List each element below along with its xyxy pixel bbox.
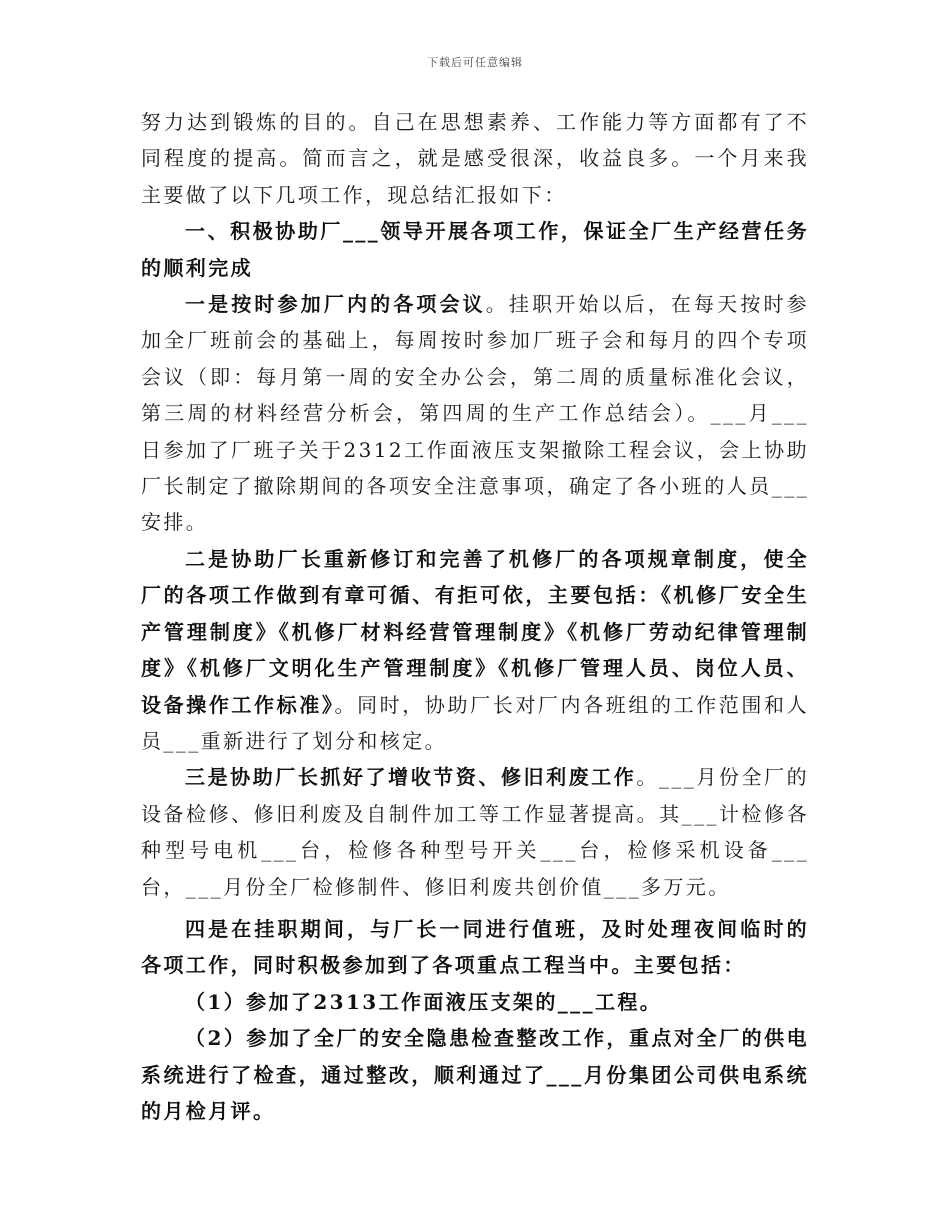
page-header: 下载后可任意编辑 <box>427 56 523 69</box>
list-item-1: （1）参加了2313工作面液压支架的___工程。 <box>185 989 663 1014</box>
paragraph-savings <box>141 759 809 905</box>
list-item-2: （2）参加了全厂的安全隐患检查整改工作，重点对全厂的供电系统进行了检查，通过整改，顺利通过了___月份集团公司供电系统的月检月评。 <box>141 1026 809 1123</box>
paragraph-savings-lead: 三是协助厂长抓好了增收节资、修旧利废工作 <box>185 765 637 790</box>
paragraph-meetings-lead: 一是按时参加厂内的各项会议 <box>185 292 486 317</box>
document-body <box>141 104 809 1129</box>
paragraph-meetings <box>141 286 809 541</box>
paragraph-savings-body: 。___月份全厂的设备检修、修旧利废及自制件加工等工作显著提高。其___计检修各种型号电机___台，检修各种型号开关___台，检修采机设备___台，___月份全厂检修制件、修旧利废共创价值___多万元。 <box>141 765 810 899</box>
paragraph-meetings-body: 。挂职开始以后，在每天按时参加全厂班前会的基础上，每周按时参加厂班子会和每月的四个专项会议（即：每月第一周的安全办公会，第二周的质量标准化会议，第三周的材料经营分析会，第四周的生产工作总结会）。___月___日参加了厂班子关于2312工作面液压支架撤除工程会议，会上协助厂长制定了撤除期间的各项安全注意事项，确定了各小班的人员___安排。 <box>141 292 809 535</box>
paragraph-regulations-body: 。同时，协助厂长对厂内各班组的工作范围和人员___重新进行了划分和核定。 <box>141 692 809 753</box>
section-heading-1: 一、积极协助厂___领导开展各项工作，保证全厂生产经营任务的顺利完成 <box>141 219 809 280</box>
paragraph-regulations <box>141 541 809 759</box>
paragraph-regulations-lead: 二是协助厂长重新修订和完善了机修厂的各项规章制度，使全厂的各项工作做到有章可循、有拒可依，主要包括：《机修厂安全生产管理制度》《机修厂材料经营管理制度》《机修厂劳动纪律管理制度》《机修厂文明化生产管理制度》《机修厂管理人员、岗位人员、设备操作工作标准》 <box>141 546 809 717</box>
paragraph-intro: 努力达到锻炼的目的。自己在思想素养、工作能力等方面都有了不同程度的提高。简而言之，就是感受很深，收益良多。一个月来我主要做了以下几项工作，现总结汇报如下： <box>141 110 809 207</box>
paragraph-duty: 四是在挂职期间，与厂长一同进行值班，及时处理夜间临时的各项工作，同时积极参加到了各项重点工程当中。主要包括： <box>141 916 809 978</box>
